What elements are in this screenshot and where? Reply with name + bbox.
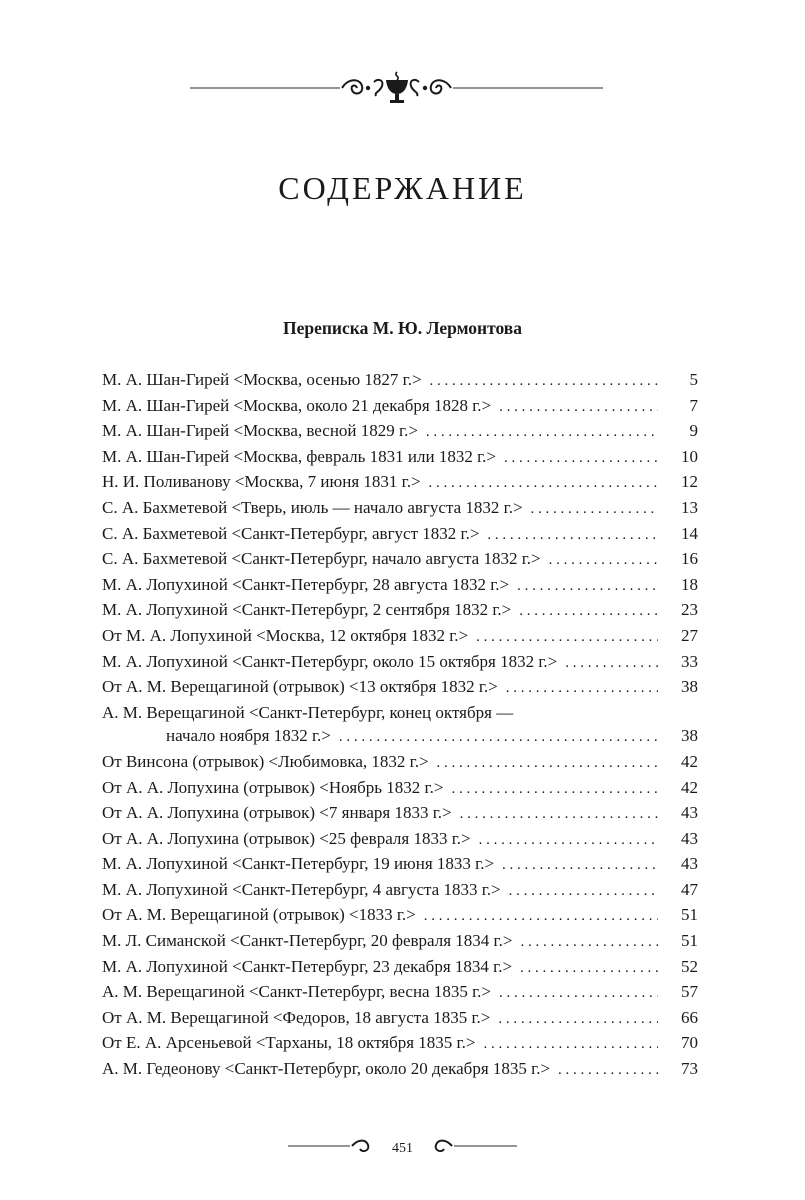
toc-entry-text: М. А. Шан-Гирей <Москва, около 21 декабря 1828 г.> [102, 395, 492, 415]
dot-leader [437, 752, 658, 776]
dot-leader [519, 600, 658, 624]
dot-leader [476, 626, 658, 650]
dot-leader [430, 370, 658, 394]
toc-entry-text: М. А. Шан-Гирей <Москва, весной 1829 г.> [102, 421, 418, 441]
toc-entry-text: начало ноября 1832 г.> [166, 726, 331, 746]
toc-page-number: 42 [681, 777, 698, 797]
toc-page-number: 23 [681, 600, 698, 620]
toc-page-number: 5 [689, 370, 698, 389]
toc-entry-text: М. А. Лопухиной <Санкт-Петербург, 19 июня 1833 г.> [102, 854, 495, 874]
dot-leader [479, 829, 658, 853]
toc-page-number: 43 [681, 854, 698, 874]
toc-entry-text: С. А. Бахметевой <Тверь, июль — начало августа 1832 г.> [102, 497, 523, 517]
dot-leader [483, 1033, 658, 1057]
toc-page-number: 7 [689, 395, 698, 415]
toc-entry-text: С. А. Бахметевой <Санкт-Петербург, начало августа 1832 г.> [102, 549, 541, 569]
toc-entry-text: М. А. Лопухиной <Санкт-Петербург, около 15 октября 1832 г.> [102, 651, 558, 671]
toc-entry-text: А. М. Гедеонову <Санкт-Петербург, около 20 декабря 1835 г.> [102, 1059, 551, 1079]
toc-page-number: 57 [681, 982, 698, 1002]
toc-page-number: 16 [681, 549, 698, 569]
toc-entry-text: М. А. Шан-Гирей <Москва, осенью 1827 г.> [102, 370, 422, 389]
toc-entry[interactable] [102, 573, 698, 599]
dot-leader [506, 677, 658, 701]
toc-entry-text: От А. А. Лопухина (отрывок) <7 января 1833 г.> [102, 803, 452, 823]
dot-leader [424, 905, 658, 929]
toc-entry-text: От Винсона (отрывок) <Любимовка, 1832 г.> [102, 751, 429, 771]
toc-entry[interactable] [102, 624, 698, 650]
toc-entry-text: От А. М. Верещагиной <Федоров, 18 августа 1835 г.> [102, 1007, 491, 1027]
toc-entry[interactable] [102, 445, 698, 471]
toc-entry[interactable] [102, 929, 698, 955]
toc-entry-text: М. А. Лопухиной <Санкт-Петербург, 2 сентября 1832 г.> [102, 600, 512, 620]
toc-page-number: 42 [681, 751, 698, 771]
toc-entry-text-line1: А. М. Верещагиной <Санкт-Петербург, конец октября — [102, 702, 514, 722]
toc-page-number: 18 [681, 574, 698, 594]
toc-entry[interactable] [102, 1057, 698, 1083]
toc-page-number: 70 [681, 1033, 698, 1053]
toc-page-number: 47 [681, 879, 698, 899]
dot-leader [426, 421, 658, 445]
toc-entry[interactable] [102, 547, 698, 573]
dot-leader [531, 498, 658, 522]
toc-entry[interactable] [102, 496, 698, 522]
toc-entry-text: От А. М. Верещагиной (отрывок) <1833 г.> [102, 905, 416, 925]
toc-entry[interactable] [102, 750, 698, 776]
dot-leader [509, 880, 658, 904]
page-title: СОДЕРЖАНИЕ [278, 170, 527, 206]
dot-leader [504, 447, 658, 471]
toc-page-number: 51 [681, 905, 698, 925]
toc-entry-text: М. А. Лопухиной <Санкт-Петербург, 28 августа 1832 г.> [102, 574, 510, 594]
toc-entry-text: М. А. Шан-Гирей <Москва, февраль 1831 или 1832 г.> [102, 446, 496, 466]
dot-leader [499, 396, 658, 420]
toc-entry-text: От Е. А. Арсеньевой <Тарханы, 18 октября 1835 г.> [102, 1033, 476, 1053]
toc-page-number: 38 [681, 726, 698, 746]
dot-leader [429, 472, 658, 496]
dot-leader [487, 524, 658, 548]
toc-page-number: 14 [681, 523, 698, 543]
toc-entry[interactable] [102, 776, 698, 802]
toc-entry-text: А. М. Верещагиной <Санкт-Петербург, весна 1835 г.> [102, 982, 491, 1002]
ornament-vignette [190, 68, 603, 108]
toc-entry-text: М. А. Лопухиной <Санкт-Петербург, 23 декабря 1834 г.> [102, 956, 513, 976]
toc-entry[interactable] [102, 419, 698, 445]
toc-page-number: 27 [681, 625, 698, 645]
toc-entry-text: Н. И. Поливанову <Москва, 7 июня 1831 г.> [102, 472, 421, 492]
toc-entry[interactable] [102, 470, 698, 496]
toc-page-number: 12 [681, 472, 698, 492]
toc-entry[interactable] [102, 522, 698, 548]
toc-entry-text: М. А. Лопухиной <Санкт-Петербург, 4 августа 1833 г.> [102, 879, 501, 899]
toc-entry[interactable] [102, 878, 698, 904]
dot-leader [499, 982, 658, 1006]
dot-leader [549, 549, 658, 573]
dot-leader [498, 1008, 658, 1032]
toc-page-number: 33 [681, 651, 698, 671]
toc-entry[interactable] [102, 1006, 698, 1032]
toc-entry[interactable] [102, 903, 698, 929]
dot-leader [502, 854, 658, 878]
toc-entry[interactable] [102, 675, 698, 701]
toc-page-number: 73 [681, 1059, 698, 1079]
table-of-contents [102, 368, 698, 1083]
section-title: Переписка М. Ю. Лермонтова [282, 318, 523, 338]
toc-page-number: 43 [681, 828, 698, 848]
toc-entry-text: С. А. Бахметевой <Санкт-Петербург, август 1832 г.> [102, 523, 480, 543]
toc-entry[interactable] [102, 801, 698, 827]
toc-entry[interactable] [102, 827, 698, 853]
header-ornament [190, 68, 603, 108]
toc-entry[interactable] [102, 394, 698, 420]
dot-leader [565, 652, 658, 676]
toc-page-number: 9 [689, 421, 698, 441]
dot-leader [339, 726, 658, 750]
dot-leader [517, 575, 658, 599]
toc-entry[interactable] [102, 650, 698, 676]
toc-entry[interactable] [102, 980, 698, 1006]
toc-entry[interactable] [102, 368, 698, 394]
toc-entry[interactable] [102, 1031, 698, 1057]
toc-entry-text: От М. А. Лопухиной <Москва, 12 октября 1832 г.> [102, 625, 469, 645]
toc-page-number: 43 [681, 803, 698, 823]
toc-entry[interactable] [102, 701, 698, 750]
dot-leader [520, 931, 658, 955]
toc-entry[interactable] [102, 955, 698, 981]
dot-leader [460, 803, 658, 827]
toc-entry-text: От А. М. Верещагиной (отрывок) <13 октября 1832 г.> [102, 677, 498, 697]
dot-leader [558, 1059, 658, 1083]
toc-entry[interactable] [102, 852, 698, 878]
toc-page-number: 52 [681, 956, 698, 976]
toc-page-number: 51 [681, 931, 698, 951]
toc-page-number: 10 [681, 446, 698, 466]
toc-page-number: 13 [681, 497, 698, 517]
toc-entry-text: М. Л. Симанской <Санкт-Петербург, 20 февраля 1834 г.> [102, 931, 513, 951]
dot-leader [451, 778, 658, 802]
page-number: 451 [392, 1141, 413, 1156]
toc-entry-text: От А. А. Лопухина (отрывок) <25 февраля 1833 г.> [102, 828, 471, 848]
toc-entry-text: От А. А. Лопухина (отрывок) <Ноябрь 1832 г.> [102, 777, 444, 797]
toc-page-number: 38 [681, 677, 698, 697]
toc-page-number: 66 [681, 1007, 698, 1027]
dot-leader [520, 957, 658, 981]
toc-entry[interactable] [102, 598, 698, 624]
